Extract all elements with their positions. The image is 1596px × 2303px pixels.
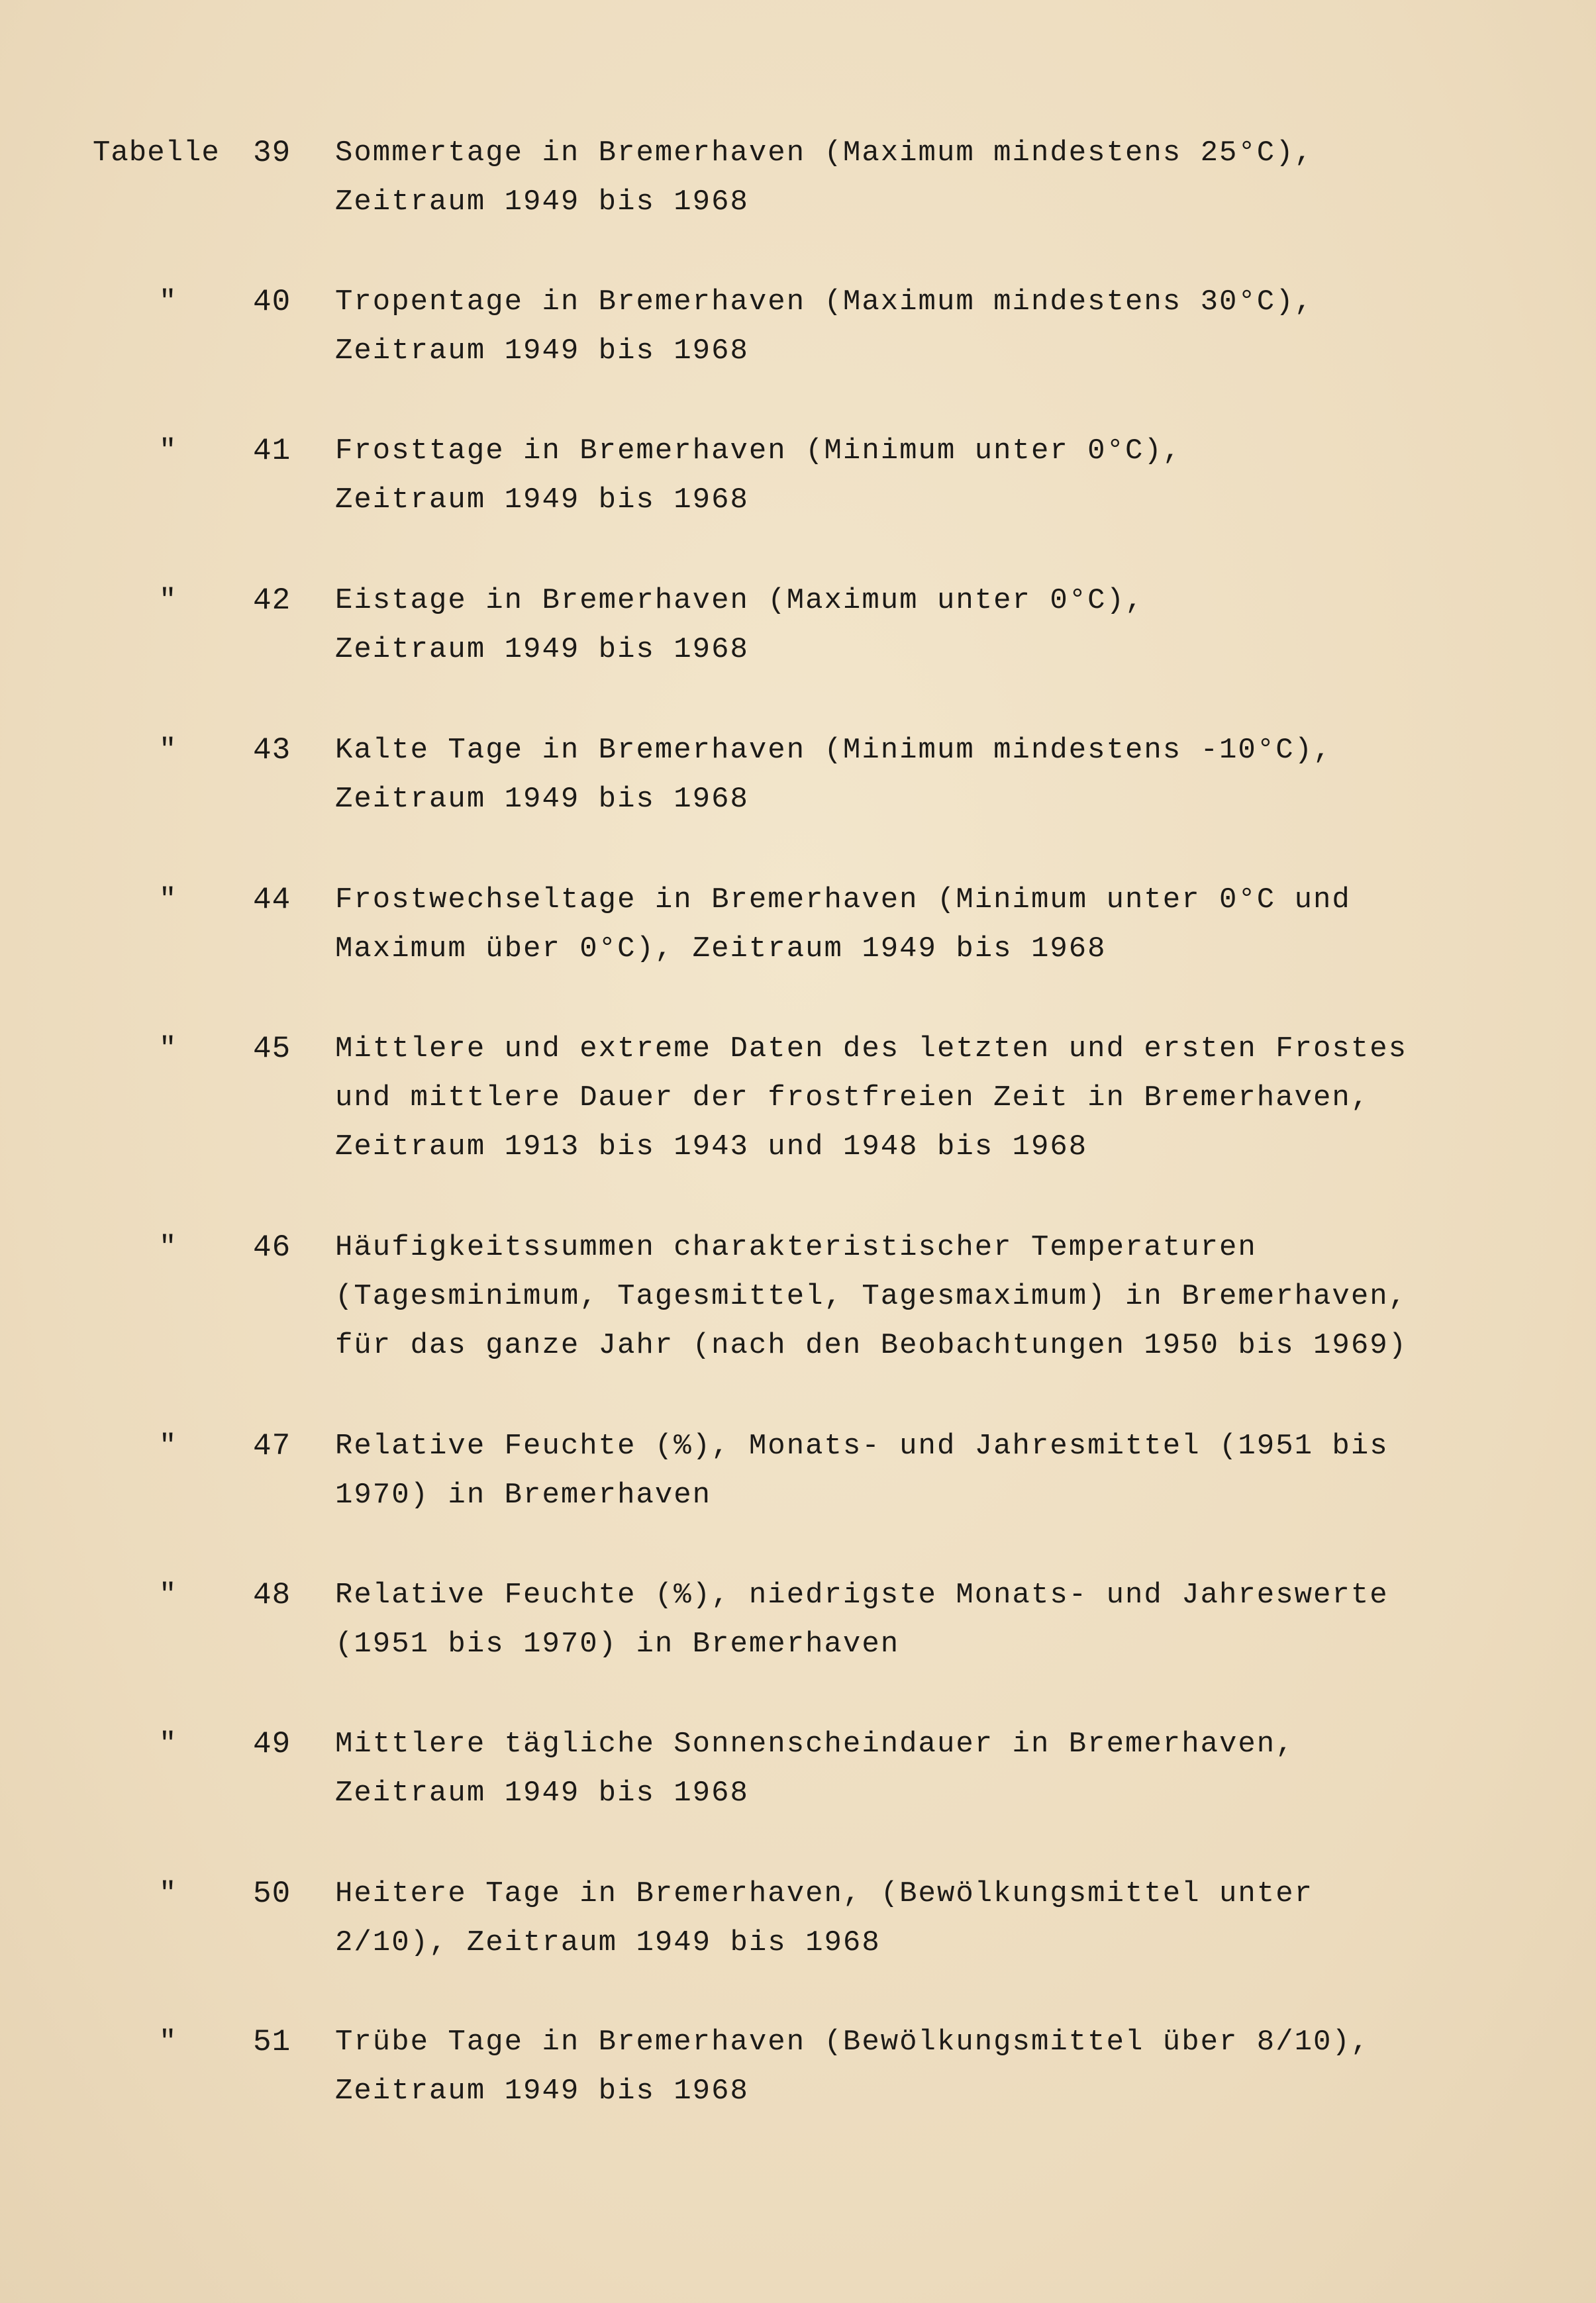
ditto-mark: " [159,883,177,916]
description-line: Relative Feuchte (%), niedrigste Monats- und Jahreswerte [335,1579,1389,1612]
ditto-mark: " [159,2026,177,2059]
description-line: Mittlere und extreme Daten des letzten und ersten Frostes [335,1032,1408,1065]
description-line: Zeitraum 1913 bis 1943 und 1948 bis 1968 [335,1130,1088,1163]
description-line: Häufigkeitssummen charakteristischer Temperaturen [335,1231,1257,1264]
description-line: Zeitraum 1949 bis 1968 [335,185,749,219]
description-line: Tropentage in Bremerhaven (Maximum mindestens 30°C), [335,285,1314,318]
table-description [335,576,1527,674]
description-line: für das ganze Jahr (nach den Beobachtungen 1950 bis 1969) [335,1329,1408,1362]
table-description [335,1422,1527,1520]
ditto-mark: " [159,1877,177,1910]
table-number: 45 [253,1032,291,1066]
description-line: 2/10), Zeitraum 1949 bis 1968 [335,1926,881,1959]
ditto-mark: " [159,1231,177,1264]
table-description [335,277,1527,375]
description-line: Zeitraum 1949 bis 1968 [335,2075,749,2108]
table-number: 46 [253,1230,291,1265]
description-line: Trübe Tage in Bremerhaven (Bewölkungsmittel über 8/10), [335,2026,1370,2059]
table-number: 40 [253,285,291,319]
ditto-mark: " [159,1430,177,1463]
table-number: 50 [253,1877,291,1911]
table-number: 51 [253,2025,291,2059]
table-description [335,726,1527,824]
description-line: Eistage in Bremerhaven (Maximum unter 0°C), [335,584,1144,617]
ditto-mark: " [159,1579,177,1612]
description-line: Zeitraum 1949 bis 1968 [335,783,749,816]
description-line: Zeitraum 1949 bis 1968 [335,483,749,516]
table-number: 43 [253,733,291,767]
table-number: 48 [253,1578,291,1612]
ditto-mark: " [159,285,177,318]
table-number: 39 [253,136,291,170]
table-description [335,1869,1527,1967]
table-description [335,2018,1527,2116]
table-description [335,1571,1527,1669]
ditto-mark: " [159,1032,177,1065]
description-line: 1970) in Bremerhaven [335,1479,712,1512]
ditto-mark: " [159,734,177,767]
table-description [335,1720,1527,1818]
description-line: Frosttage in Bremerhaven (Minimum unter 0°C), [335,434,1182,467]
table-description [335,128,1527,226]
table-number: 49 [253,1727,291,1761]
table-number: 42 [253,583,291,618]
ditto-mark: " [159,584,177,617]
description-line: Zeitraum 1949 bis 1968 [335,633,749,666]
table-description [335,1024,1527,1171]
table-number: 41 [253,434,291,468]
description-line: Sommertage in Bremerhaven (Maximum mindestens 25°C), [335,136,1314,170]
ditto-mark: " [159,434,177,467]
description-line: Mittlere tägliche Sonnenscheindauer in Bremerhaven, [335,1728,1295,1761]
description-line: und mittlere Dauer der frostfreien Zeit in Bremerhaven, [335,1081,1370,1114]
description-line: Frostwechseltage in Bremerhaven (Minimum unter 0°C und [335,883,1351,916]
table-description [335,875,1527,973]
table-prefix-label: Tabelle [93,136,220,170]
ditto-mark: " [159,1728,177,1761]
table-description [335,1223,1527,1370]
description-line: Heitere Tage in Bremerhaven, (Bewölkungsmittel unter [335,1877,1314,1910]
description-line: (1951 bis 1970) in Bremerhaven [335,1628,900,1661]
description-line: Relative Feuchte (%), Monats- und Jahresmittel (1951 bis [335,1430,1389,1463]
description-line: Maximum über 0°C), Zeitraum 1949 bis 1968 [335,932,1107,965]
description-line: (Tagesminimum, Tagesmittel, Tagesmaximum) in Bremerhaven, [335,1280,1408,1313]
description-line: Zeitraum 1949 bis 1968 [335,1777,749,1810]
description-line: Kalte Tage in Bremerhaven (Minimum mindestens -10°C), [335,734,1332,767]
description-line: Zeitraum 1949 bis 1968 [335,334,749,368]
table-description [335,426,1527,524]
table-number: 44 [253,883,291,917]
table-number: 47 [253,1429,291,1463]
